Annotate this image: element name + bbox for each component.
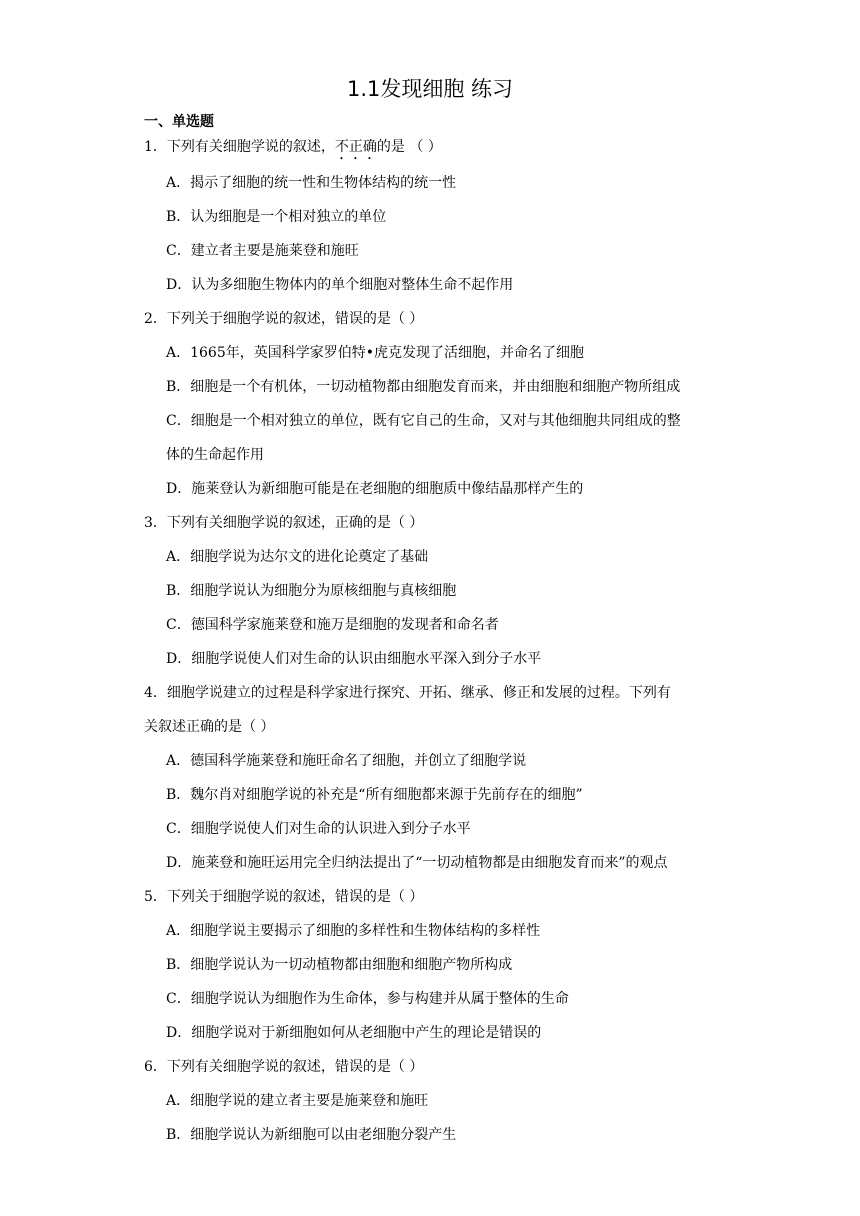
question-1-option-a: A．揭示了细胞的统一性和生物体结构的统一性 [166, 175, 457, 191]
question-2-option-d: D．施莱登认为新细胞可能是在老细胞的细胞质中像结晶那样产生的 [166, 481, 584, 497]
question-5-option-b: B．细胞学说认为一切动植物都由细胞和细胞产物所构成 [166, 957, 513, 973]
question-2-option-c: C．细胞是一个相对独立的单位，既有它自己的生命，又对与其他细胞共同组成的整 [166, 413, 681, 429]
question-2-option-a: A．1665年，英国科学家罗伯特•虎克发现了活细胞，并命名了细胞 [166, 345, 584, 361]
question-5-stem: 5．下列关于细胞学说的叙述，错误的是（ ） [144, 889, 424, 905]
question-4-stem-line1: 4．细胞学说建立的过程是科学家进行探究、开拓、继承、修正和发展的过程。下列有 [144, 685, 671, 701]
question-4-stem-line2: 关叙述正确的是（ ） [144, 719, 275, 735]
question-6-option-b: B．细胞学说认为新细胞可以由老细胞分裂产生 [166, 1127, 457, 1143]
question-1-stem-pre: 1．下列有关细胞学说的叙述， [144, 139, 335, 155]
section-heading: 一、单选题 [144, 114, 214, 130]
question-6-option-a: A．细胞学说的建立者主要是施莱登和施旺 [166, 1093, 429, 1109]
question-5-option-d: D．细胞学说对于新细胞如何从老细胞中产生的理论是错误的 [166, 1025, 542, 1041]
question-3-option-a: A．细胞学说为达尔文的进化论奠定了基础 [166, 549, 429, 565]
question-4-option-a: A．德国科学施莱登和施旺命名了细胞，并创立了细胞学说 [166, 753, 527, 769]
page-title: 1.1发现细胞 练习 [346, 77, 514, 101]
question-1-stem-post: 的是 （ ） [376, 139, 442, 155]
question-4-option-c: C．细胞学说使人们对生命的认识进入到分子水平 [166, 821, 471, 837]
question-2-option-c-continued: 体的生命起作用 [166, 447, 264, 463]
question-3-stem: 3．下列有关细胞学说的叙述，正确的是（ ） [144, 515, 424, 531]
question-1-option-b: B．认为细胞是一个相对独立的单位 [166, 209, 387, 225]
question-1-option-d: D．认为多细胞生物体内的单个细胞对整体生命不起作用 [166, 277, 514, 293]
question-2-stem: 2．下列关于细胞学说的叙述，错误的是（ ） [144, 311, 424, 327]
question-4-option-d: D．施莱登和施旺运用完全归纳法提出了“一切动植物都是由细胞发育而来”的观点 [166, 855, 668, 871]
question-1-stem [144, 130, 718, 164]
question-5-option-c: C．细胞学说认为细胞作为生命体，参与构建并从属于整体的生命 [166, 991, 569, 1007]
question-1-option-c: C．建立者主要是施莱登和施旺 [166, 243, 359, 259]
question-1-emphasis: 不正确 [334, 139, 377, 155]
question-3-option-d: D．细胞学说使人们对生命的认识由细胞水平深入到分子水平 [166, 651, 542, 667]
question-2-option-b: B．细胞是一个有机体，一切动植物都由细胞发育而来，并由细胞和细胞产物所组成 [166, 379, 681, 395]
question-3-option-c: C．德国科学家施莱登和施万是细胞的发现者和命名者 [166, 617, 499, 633]
question-6-stem: 6．下列有关细胞学说的叙述，错误的是（ ） [144, 1059, 424, 1075]
question-4-option-b: B．魏尔肖对细胞学说的补充是“所有细胞都来源于先前存在的细胞” [166, 787, 583, 803]
question-3-option-b: B．细胞学说认为细胞分为原核细胞与真核细胞 [166, 583, 457, 599]
question-5-option-a: A．细胞学说主要揭示了细胞的多样性和生物体结构的多样性 [166, 923, 541, 939]
